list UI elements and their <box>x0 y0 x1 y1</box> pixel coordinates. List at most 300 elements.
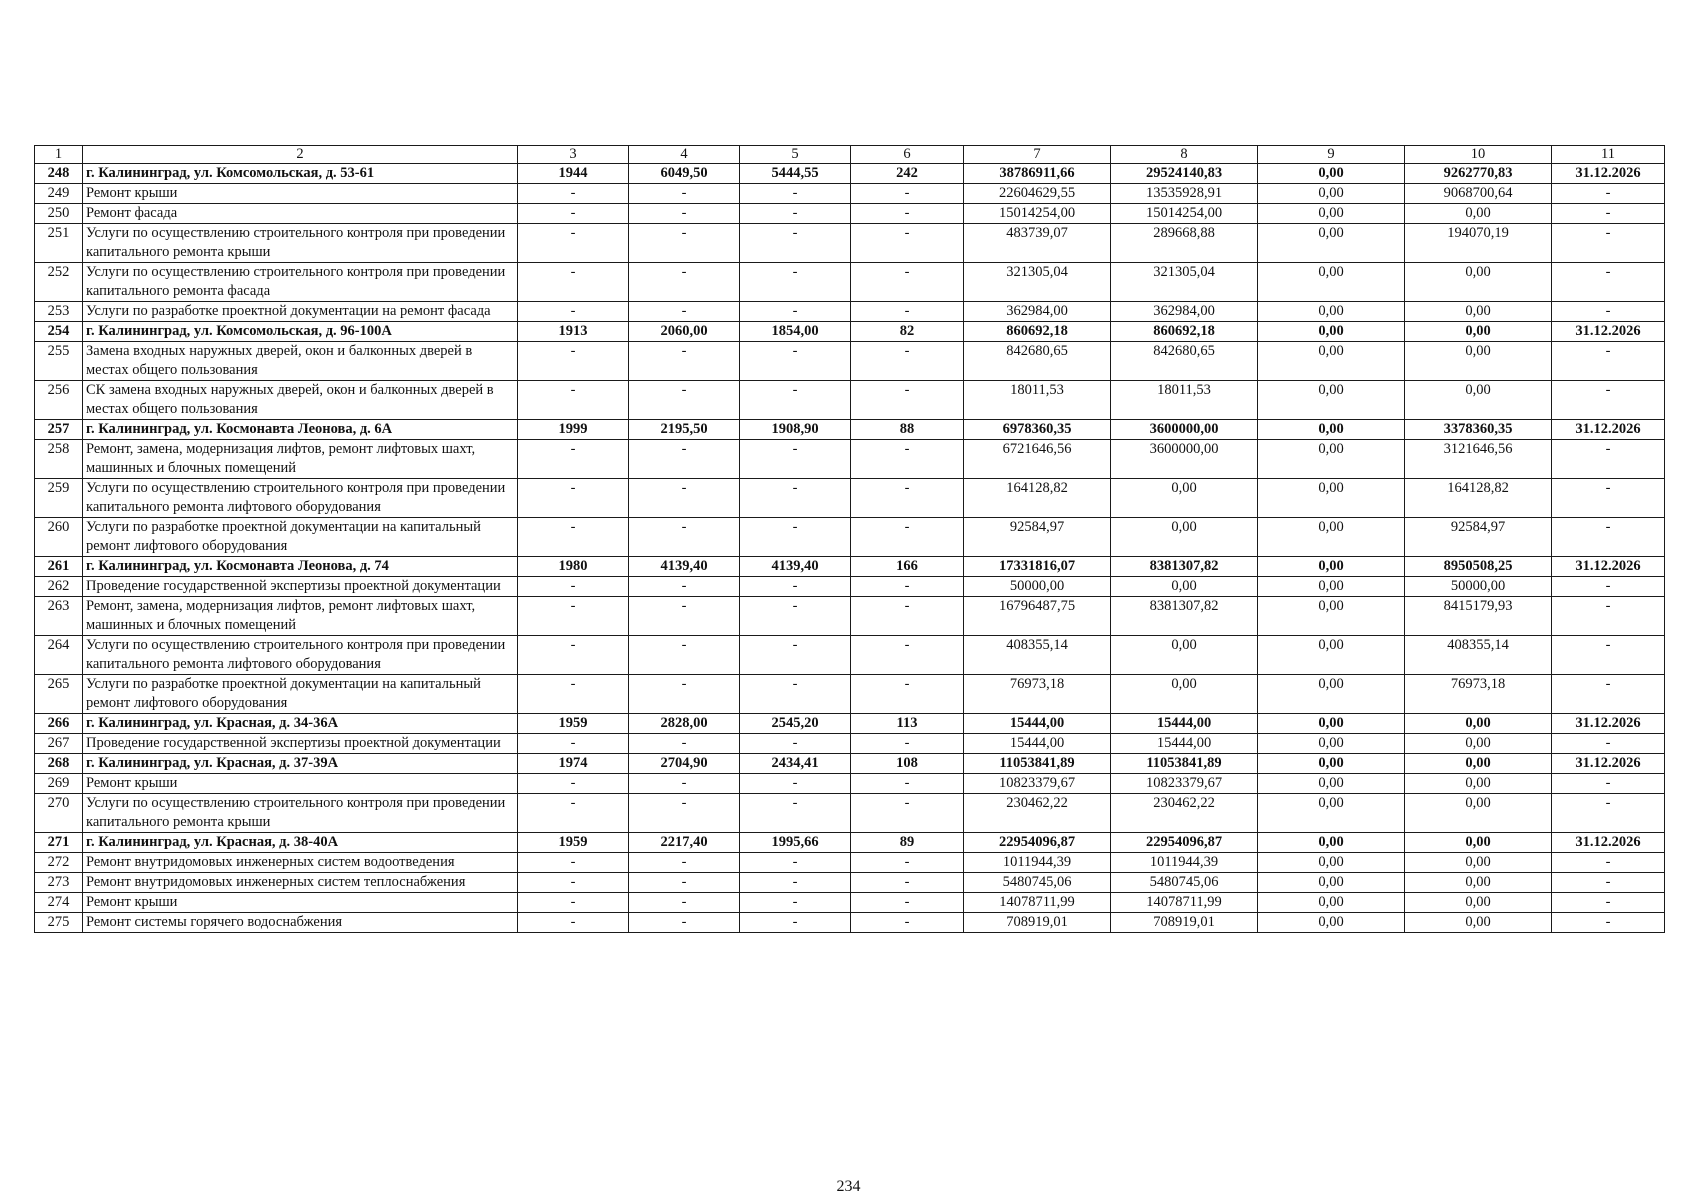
cost-owners-cell: 0,00 <box>1405 754 1552 774</box>
residents-cell: - <box>851 734 964 754</box>
work-item-row <box>35 577 1665 597</box>
row-number-cell: 255 <box>35 342 83 381</box>
cost-budget-cell: 0,00 <box>1258 557 1405 577</box>
total-cost-cell: 22604629,55 <box>964 184 1111 204</box>
completion-date-cell: 31.12.2026 <box>1552 557 1665 577</box>
total-cost-cell: 15444,00 <box>964 734 1111 754</box>
total-cost-cell: 5480745,06 <box>964 873 1111 893</box>
build-year-cell: - <box>518 342 629 381</box>
work-item-row <box>35 440 1665 479</box>
cost-fund-cell: 8381307,82 <box>1111 597 1258 636</box>
cost-fund-cell: 0,00 <box>1111 636 1258 675</box>
residents-cell: 89 <box>851 833 964 853</box>
work-name-cell: Ремонт, замена, модернизация лифтов, ремонт лифтовых шахт, машинных и блочных помещений <box>83 440 518 479</box>
cost-fund-cell: 289668,88 <box>1111 224 1258 263</box>
work-name-cell: Замена входных наружных дверей, окон и балконных дверей в местах общего пользования <box>83 342 518 381</box>
cost-budget-cell: 0,00 <box>1258 440 1405 479</box>
completion-date-cell: - <box>1552 913 1665 933</box>
cost-fund-cell: 18011,53 <box>1111 381 1258 420</box>
completion-date-cell: - <box>1552 675 1665 714</box>
build-year-cell: - <box>518 774 629 794</box>
cost-fund-cell: 0,00 <box>1111 675 1258 714</box>
work-item-row <box>35 184 1665 204</box>
completion-date-cell: 31.12.2026 <box>1552 714 1665 734</box>
cost-budget-cell: 0,00 <box>1258 184 1405 204</box>
cost-budget-cell: 0,00 <box>1258 794 1405 833</box>
cost-owners-cell: 0,00 <box>1405 833 1552 853</box>
total-area-cell: 2217,40 <box>629 833 740 853</box>
row-number-cell: 275 <box>35 913 83 933</box>
completion-date-cell: 31.12.2026 <box>1552 322 1665 342</box>
total-cost-cell: 860692,18 <box>964 322 1111 342</box>
total-cost-cell: 408355,14 <box>964 636 1111 675</box>
total-area-cell: - <box>629 893 740 913</box>
completion-date-cell: - <box>1552 636 1665 675</box>
living-area-cell: 2545,20 <box>740 714 851 734</box>
residents-cell: - <box>851 794 964 833</box>
row-number-cell: 263 <box>35 597 83 636</box>
address-row <box>35 714 1665 734</box>
table-body <box>35 146 1665 933</box>
work-name-cell: Услуги по осуществлению строительного контроля при проведении капитального ремонта крыши <box>83 794 518 833</box>
build-year-cell: - <box>518 381 629 420</box>
row-number-cell: 253 <box>35 302 83 322</box>
work-name-cell: Ремонт, замена, модернизация лифтов, ремонт лифтовых шахт, машинных и блочных помещений <box>83 597 518 636</box>
total-cost-cell: 16796487,75 <box>964 597 1111 636</box>
row-number-cell: 251 <box>35 224 83 263</box>
cost-budget-cell: 0,00 <box>1258 636 1405 675</box>
cost-fund-cell: 0,00 <box>1111 518 1258 557</box>
cost-owners-cell: 164128,82 <box>1405 479 1552 518</box>
work-name-cell: Ремонт внутридомовых инженерных систем теплоснабжения <box>83 873 518 893</box>
living-area-cell: - <box>740 853 851 873</box>
cost-owners-cell: 8950508,25 <box>1405 557 1552 577</box>
cost-budget-cell: 0,00 <box>1258 714 1405 734</box>
row-number-cell: 274 <box>35 893 83 913</box>
cost-fund-cell: 13535928,91 <box>1111 184 1258 204</box>
living-area-cell: 5444,55 <box>740 164 851 184</box>
build-year-cell: - <box>518 263 629 302</box>
column-header: 3 <box>518 146 629 164</box>
completion-date-cell: - <box>1552 577 1665 597</box>
completion-date-cell: - <box>1552 853 1665 873</box>
cost-owners-cell: 3121646,56 <box>1405 440 1552 479</box>
work-item-row <box>35 734 1665 754</box>
build-year-cell: - <box>518 794 629 833</box>
build-year-cell: - <box>518 636 629 675</box>
completion-date-cell: - <box>1552 440 1665 479</box>
work-name-cell: г. Калининград, ул. Комсомольская, д. 53-61 <box>83 164 518 184</box>
work-name-cell: Ремонт системы горячего водоснабжения <box>83 913 518 933</box>
cost-budget-cell: 0,00 <box>1258 263 1405 302</box>
total-cost-cell: 15444,00 <box>964 714 1111 734</box>
completion-date-cell: - <box>1552 263 1665 302</box>
work-name-cell: Ремонт крыши <box>83 893 518 913</box>
build-year-cell: - <box>518 913 629 933</box>
cost-owners-cell: 0,00 <box>1405 342 1552 381</box>
residents-cell: - <box>851 577 964 597</box>
cost-budget-cell: 0,00 <box>1258 224 1405 263</box>
total-cost-cell: 76973,18 <box>964 675 1111 714</box>
total-area-cell: - <box>629 204 740 224</box>
build-year-cell: - <box>518 675 629 714</box>
build-year-cell: - <box>518 184 629 204</box>
cost-owners-cell: 0,00 <box>1405 873 1552 893</box>
cost-owners-cell: 0,00 <box>1405 263 1552 302</box>
cost-fund-cell: 22954096,87 <box>1111 833 1258 853</box>
residents-cell: 166 <box>851 557 964 577</box>
row-number-cell: 265 <box>35 675 83 714</box>
living-area-cell: - <box>740 440 851 479</box>
work-name-cell: г. Калининград, ул. Красная, д. 38-40А <box>83 833 518 853</box>
column-header: 7 <box>964 146 1111 164</box>
column-header: 10 <box>1405 146 1552 164</box>
work-name-cell: Услуги по разработке проектной документации на ремонт фасада <box>83 302 518 322</box>
column-number-row <box>35 146 1665 164</box>
total-area-cell: - <box>629 597 740 636</box>
total-area-cell: 2195,50 <box>629 420 740 440</box>
row-number-cell: 267 <box>35 734 83 754</box>
total-area-cell: - <box>629 636 740 675</box>
completion-date-cell: 31.12.2026 <box>1552 833 1665 853</box>
cost-budget-cell: 0,00 <box>1258 853 1405 873</box>
total-cost-cell: 6978360,35 <box>964 420 1111 440</box>
build-year-cell: - <box>518 893 629 913</box>
build-year-cell: 1944 <box>518 164 629 184</box>
total-cost-cell: 708919,01 <box>964 913 1111 933</box>
cost-owners-cell: 92584,97 <box>1405 518 1552 557</box>
cost-budget-cell: 0,00 <box>1258 381 1405 420</box>
work-name-cell: Проведение государственной экспертизы проектной документации <box>83 734 518 754</box>
row-number-cell: 271 <box>35 833 83 853</box>
cost-owners-cell: 0,00 <box>1405 381 1552 420</box>
cost-fund-cell: 15444,00 <box>1111 714 1258 734</box>
cost-fund-cell: 8381307,82 <box>1111 557 1258 577</box>
total-area-cell: - <box>629 774 740 794</box>
build-year-cell: - <box>518 518 629 557</box>
build-year-cell: - <box>518 204 629 224</box>
total-cost-cell: 15014254,00 <box>964 204 1111 224</box>
total-area-cell: - <box>629 734 740 754</box>
completion-date-cell: - <box>1552 873 1665 893</box>
row-number-cell: 261 <box>35 557 83 577</box>
living-area-cell: - <box>740 263 851 302</box>
cost-owners-cell: 194070,19 <box>1405 224 1552 263</box>
row-number-cell: 258 <box>35 440 83 479</box>
row-number-cell: 250 <box>35 204 83 224</box>
column-header: 6 <box>851 146 964 164</box>
capital-repair-table <box>34 145 1665 933</box>
work-name-cell: Услуги по осуществлению строительного контроля при проведении капитального ремонта лифтового оборудования <box>83 479 518 518</box>
work-item-row <box>35 913 1665 933</box>
cost-owners-cell: 8415179,93 <box>1405 597 1552 636</box>
residents-cell: - <box>851 518 964 557</box>
completion-date-cell: - <box>1552 204 1665 224</box>
cost-fund-cell: 15444,00 <box>1111 734 1258 754</box>
residents-cell: 82 <box>851 322 964 342</box>
living-area-cell: 1854,00 <box>740 322 851 342</box>
work-item-row <box>35 479 1665 518</box>
living-area-cell: - <box>740 577 851 597</box>
completion-date-cell: - <box>1552 479 1665 518</box>
address-row <box>35 420 1665 440</box>
total-cost-cell: 362984,00 <box>964 302 1111 322</box>
build-year-cell: - <box>518 440 629 479</box>
total-cost-cell: 1011944,39 <box>964 853 1111 873</box>
total-area-cell: - <box>629 184 740 204</box>
total-area-cell: - <box>629 224 740 263</box>
living-area-cell: - <box>740 342 851 381</box>
work-item-row <box>35 675 1665 714</box>
total-area-cell: - <box>629 873 740 893</box>
work-name-cell: г. Калининград, ул. Красная, д. 34-36А <box>83 714 518 734</box>
row-number-cell: 254 <box>35 322 83 342</box>
residents-cell: 88 <box>851 420 964 440</box>
cost-fund-cell: 0,00 <box>1111 479 1258 518</box>
cost-budget-cell: 0,00 <box>1258 577 1405 597</box>
total-cost-cell: 14078711,99 <box>964 893 1111 913</box>
completion-date-cell: 31.12.2026 <box>1552 164 1665 184</box>
total-area-cell: 6049,50 <box>629 164 740 184</box>
cost-fund-cell: 860692,18 <box>1111 322 1258 342</box>
build-year-cell: 1999 <box>518 420 629 440</box>
page-number: 234 <box>836 1178 861 1195</box>
work-item-row <box>35 853 1665 873</box>
living-area-cell: - <box>740 636 851 675</box>
cost-fund-cell: 321305,04 <box>1111 263 1258 302</box>
work-name-cell: Услуги по осуществлению строительного контроля при проведении капитального ремонта крыши <box>83 224 518 263</box>
cost-budget-cell: 0,00 <box>1258 754 1405 774</box>
completion-date-cell: - <box>1552 774 1665 794</box>
work-item-row <box>35 794 1665 833</box>
work-name-cell: Ремонт крыши <box>83 184 518 204</box>
total-cost-cell: 6721646,56 <box>964 440 1111 479</box>
cost-owners-cell: 408355,14 <box>1405 636 1552 675</box>
cost-fund-cell: 11053841,89 <box>1111 754 1258 774</box>
cost-owners-cell: 76973,18 <box>1405 675 1552 714</box>
residents-cell: - <box>851 774 964 794</box>
completion-date-cell: - <box>1552 518 1665 557</box>
column-header: 5 <box>740 146 851 164</box>
cost-fund-cell: 3600000,00 <box>1111 420 1258 440</box>
completion-date-cell: 31.12.2026 <box>1552 754 1665 774</box>
build-year-cell: 1959 <box>518 714 629 734</box>
work-item-row <box>35 204 1665 224</box>
cost-fund-cell: 1011944,39 <box>1111 853 1258 873</box>
living-area-cell: - <box>740 774 851 794</box>
residents-cell: - <box>851 873 964 893</box>
total-area-cell: 4139,40 <box>629 557 740 577</box>
row-number-cell: 262 <box>35 577 83 597</box>
build-year-cell: - <box>518 734 629 754</box>
work-item-row <box>35 774 1665 794</box>
total-cost-cell: 483739,07 <box>964 224 1111 263</box>
build-year-cell: 1959 <box>518 833 629 853</box>
total-area-cell: 2704,90 <box>629 754 740 774</box>
residents-cell: - <box>851 342 964 381</box>
cost-budget-cell: 0,00 <box>1258 518 1405 557</box>
cost-budget-cell: 0,00 <box>1258 774 1405 794</box>
cost-fund-cell: 14078711,99 <box>1111 893 1258 913</box>
cost-owners-cell: 3378360,35 <box>1405 420 1552 440</box>
living-area-cell: - <box>740 479 851 518</box>
cost-budget-cell: 0,00 <box>1258 833 1405 853</box>
cost-owners-cell: 0,00 <box>1405 774 1552 794</box>
residents-cell: 113 <box>851 714 964 734</box>
living-area-cell: - <box>740 518 851 557</box>
residents-cell: - <box>851 263 964 302</box>
living-area-cell: - <box>740 597 851 636</box>
build-year-cell: - <box>518 577 629 597</box>
row-number-cell: 252 <box>35 263 83 302</box>
cost-fund-cell: 10823379,67 <box>1111 774 1258 794</box>
total-area-cell: - <box>629 577 740 597</box>
cost-owners-cell: 0,00 <box>1405 734 1552 754</box>
residents-cell: - <box>851 302 964 322</box>
cost-owners-cell: 0,00 <box>1405 714 1552 734</box>
living-area-cell: - <box>740 224 851 263</box>
living-area-cell: - <box>740 204 851 224</box>
residents-cell: - <box>851 440 964 479</box>
build-year-cell: - <box>518 224 629 263</box>
cost-owners-cell: 9068700,64 <box>1405 184 1552 204</box>
residents-cell: 242 <box>851 164 964 184</box>
cost-budget-cell: 0,00 <box>1258 302 1405 322</box>
residents-cell: - <box>851 479 964 518</box>
total-cost-cell: 842680,65 <box>964 342 1111 381</box>
total-cost-cell: 22954096,87 <box>964 833 1111 853</box>
row-number-cell: 266 <box>35 714 83 734</box>
work-item-row <box>35 893 1665 913</box>
completion-date-cell: - <box>1552 224 1665 263</box>
row-number-cell: 268 <box>35 754 83 774</box>
cost-owners-cell: 0,00 <box>1405 913 1552 933</box>
total-area-cell: - <box>629 479 740 518</box>
residents-cell: 108 <box>851 754 964 774</box>
work-name-cell: Ремонт фасада <box>83 204 518 224</box>
build-year-cell: - <box>518 597 629 636</box>
build-year-cell: - <box>518 479 629 518</box>
cost-fund-cell: 0,00 <box>1111 577 1258 597</box>
work-item-row <box>35 342 1665 381</box>
total-cost-cell: 17331816,07 <box>964 557 1111 577</box>
total-cost-cell: 321305,04 <box>964 263 1111 302</box>
total-area-cell: - <box>629 440 740 479</box>
total-area-cell: - <box>629 263 740 302</box>
work-item-row <box>35 518 1665 557</box>
cost-budget-cell: 0,00 <box>1258 322 1405 342</box>
living-area-cell: - <box>740 794 851 833</box>
total-area-cell: - <box>629 518 740 557</box>
work-name-cell: Услуги по осуществлению строительного контроля при проведении капитального ремонта лифтового оборудования <box>83 636 518 675</box>
work-name-cell: г. Калининград, ул. Космонавта Леонова, д. 74 <box>83 557 518 577</box>
total-area-cell: - <box>629 675 740 714</box>
cost-fund-cell: 230462,22 <box>1111 794 1258 833</box>
total-area-cell: - <box>629 853 740 873</box>
living-area-cell: 2434,41 <box>740 754 851 774</box>
completion-date-cell: - <box>1552 794 1665 833</box>
living-area-cell: - <box>740 734 851 754</box>
total-cost-cell: 18011,53 <box>964 381 1111 420</box>
row-number-cell: 257 <box>35 420 83 440</box>
address-row <box>35 557 1665 577</box>
total-cost-cell: 50000,00 <box>964 577 1111 597</box>
address-row <box>35 754 1665 774</box>
residents-cell: - <box>851 675 964 714</box>
work-item-row <box>35 597 1665 636</box>
cost-owners-cell: 9262770,83 <box>1405 164 1552 184</box>
column-header: 9 <box>1258 146 1405 164</box>
row-number-cell: 264 <box>35 636 83 675</box>
cost-fund-cell: 708919,01 <box>1111 913 1258 933</box>
living-area-cell: - <box>740 913 851 933</box>
total-cost-cell: 10823379,67 <box>964 774 1111 794</box>
column-header: 1 <box>35 146 83 164</box>
total-area-cell: - <box>629 342 740 381</box>
cost-owners-cell: 0,00 <box>1405 794 1552 833</box>
work-name-cell: Услуги по разработке проектной документации на капитальный ремонт лифтового оборудования <box>83 675 518 714</box>
cost-fund-cell: 29524140,83 <box>1111 164 1258 184</box>
residents-cell: - <box>851 184 964 204</box>
work-name-cell: Ремонт крыши <box>83 774 518 794</box>
cost-fund-cell: 5480745,06 <box>1111 873 1258 893</box>
cost-owners-cell: 0,00 <box>1405 853 1552 873</box>
column-header: 11 <box>1552 146 1665 164</box>
row-number-cell: 259 <box>35 479 83 518</box>
total-cost-cell: 164128,82 <box>964 479 1111 518</box>
living-area-cell: - <box>740 302 851 322</box>
cost-fund-cell: 362984,00 <box>1111 302 1258 322</box>
work-item-row <box>35 224 1665 263</box>
residents-cell: - <box>851 893 964 913</box>
residents-cell: - <box>851 224 964 263</box>
cost-owners-cell: 0,00 <box>1405 302 1552 322</box>
total-area-cell: - <box>629 913 740 933</box>
completion-date-cell: - <box>1552 184 1665 204</box>
living-area-cell: 1995,66 <box>740 833 851 853</box>
work-item-row <box>35 302 1665 322</box>
completion-date-cell: - <box>1552 302 1665 322</box>
work-item-row <box>35 636 1665 675</box>
row-number-cell: 273 <box>35 873 83 893</box>
cost-budget-cell: 0,00 <box>1258 597 1405 636</box>
residents-cell: - <box>851 597 964 636</box>
build-year-cell: - <box>518 853 629 873</box>
cost-fund-cell: 842680,65 <box>1111 342 1258 381</box>
address-row <box>35 322 1665 342</box>
work-name-cell: СК замена входных наружных дверей, окон и балконных дверей в местах общего пользования <box>83 381 518 420</box>
cost-budget-cell: 0,00 <box>1258 479 1405 518</box>
row-number-cell: 248 <box>35 164 83 184</box>
address-row <box>35 164 1665 184</box>
cost-budget-cell: 0,00 <box>1258 734 1405 754</box>
residents-cell: - <box>851 381 964 420</box>
work-name-cell: г. Калининград, ул. Комсомольская, д. 96-100А <box>83 322 518 342</box>
total-area-cell: - <box>629 794 740 833</box>
work-name-cell: г. Калининград, ул. Красная, д. 37-39А <box>83 754 518 774</box>
living-area-cell: - <box>740 893 851 913</box>
total-area-cell: 2060,00 <box>629 322 740 342</box>
work-item-row <box>35 381 1665 420</box>
work-name-cell: Проведение государственной экспертизы проектной документации <box>83 577 518 597</box>
total-cost-cell: 38786911,66 <box>964 164 1111 184</box>
cost-fund-cell: 3600000,00 <box>1111 440 1258 479</box>
cost-budget-cell: 0,00 <box>1258 873 1405 893</box>
living-area-cell: 1908,90 <box>740 420 851 440</box>
total-cost-cell: 92584,97 <box>964 518 1111 557</box>
row-number-cell: 270 <box>35 794 83 833</box>
build-year-cell: 1974 <box>518 754 629 774</box>
